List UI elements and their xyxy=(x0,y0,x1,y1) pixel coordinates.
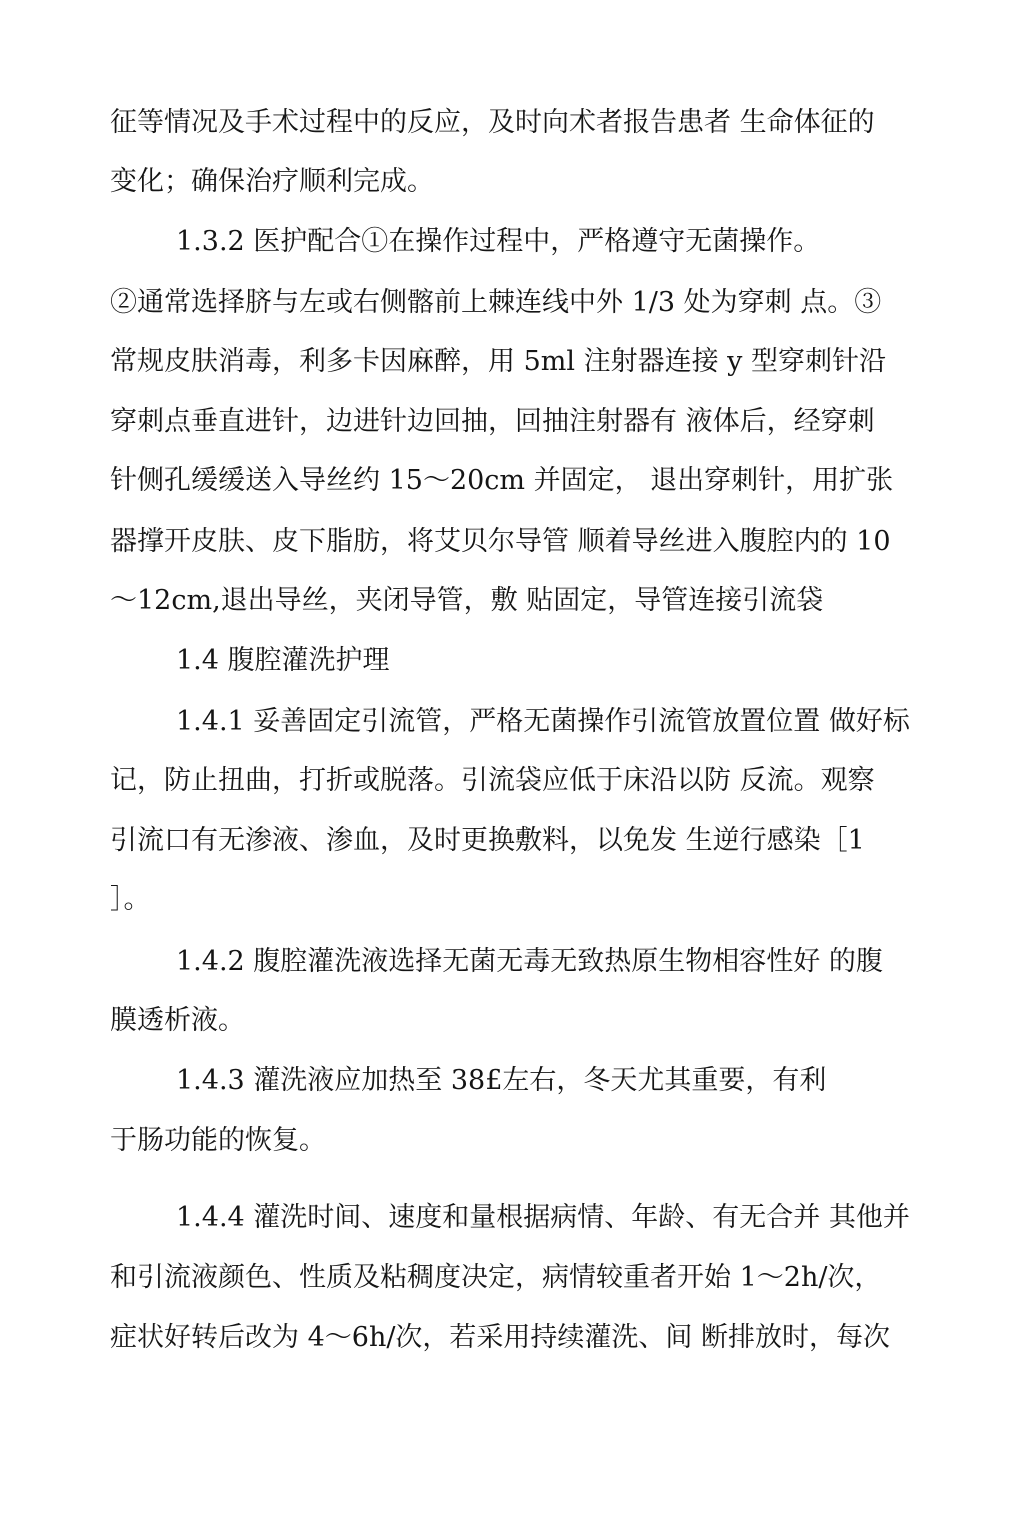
text-line: 常规皮肤消毒，利多卡因麻醉，用 5ml 注射器连接 y 型穿刺针沿 xyxy=(110,346,886,377)
text-line: 于肠功能的恢复。 xyxy=(110,1125,326,1156)
text-line: 1.3.2 医护配合①在操作过程中，严格遵守无菌操作。 xyxy=(176,226,821,257)
text-line: 变化；确保治疗顺利完成。 xyxy=(110,166,434,197)
text-line: 针侧孔缓缓送入导丝约 15～20cm 并固定， 退出穿刺针，用扩张 xyxy=(110,465,894,496)
text-line: ②通常选择脐与左或右侧髂前上棘连线中外 1/3 处为穿刺 点。③ xyxy=(110,287,882,318)
text-line: 记，防止扭曲，打折或脱落。引流袋应低于床沿以防 反流。观察 xyxy=(110,765,875,796)
text-line: 1.4.4 灌洗时间、速度和量根据病情、年龄、有无合并 其他并 xyxy=(176,1202,910,1233)
text-line: 征等情况及手术过程中的反应，及时向术者报告患者 生命体征的 xyxy=(110,107,875,138)
text-line: 穿刺点垂直进针，边进针边回抽，回抽注射器有 液体后，经穿刺 xyxy=(110,406,875,437)
text-line: 1.4.1 妥善固定引流管，严格无菌操作引流管放置位置 做好标 xyxy=(176,706,910,737)
text-line: 膜透析液。 xyxy=(110,1005,245,1036)
text-line: 症状好转后改为 4～6h/次，若采用持续灌洗、间 断排放时，每次 xyxy=(110,1322,891,1353)
text-line: 器撑开皮肤、皮下脂肪，将艾贝尔导管 顺着导丝进入腹腔内的 10 xyxy=(110,526,891,557)
text-line: 引流口有无渗液、渗血，及时更换敷料，以免发 生逆行感染［1 xyxy=(110,825,865,856)
text-line: ］。 xyxy=(110,884,151,915)
text-line: 1.4.2 腹腔灌洗液选择无菌无毒无致热原生物相容性好 的腹 xyxy=(176,946,883,977)
text-line: ～12cm,退出导丝，夹闭导管，敷 贴固定，导管连接引流袋 xyxy=(110,585,824,616)
text-line: 1.4.3 灌洗液应加热至 38£左右，冬天尤其重要，有利 xyxy=(176,1065,827,1096)
text-line: 和引流液颜色、性质及粘稠度决定，病情较重者开始 1～2h/次， xyxy=(110,1262,882,1293)
section-heading: 1.4 腹腔灌洗护理 xyxy=(176,645,390,676)
